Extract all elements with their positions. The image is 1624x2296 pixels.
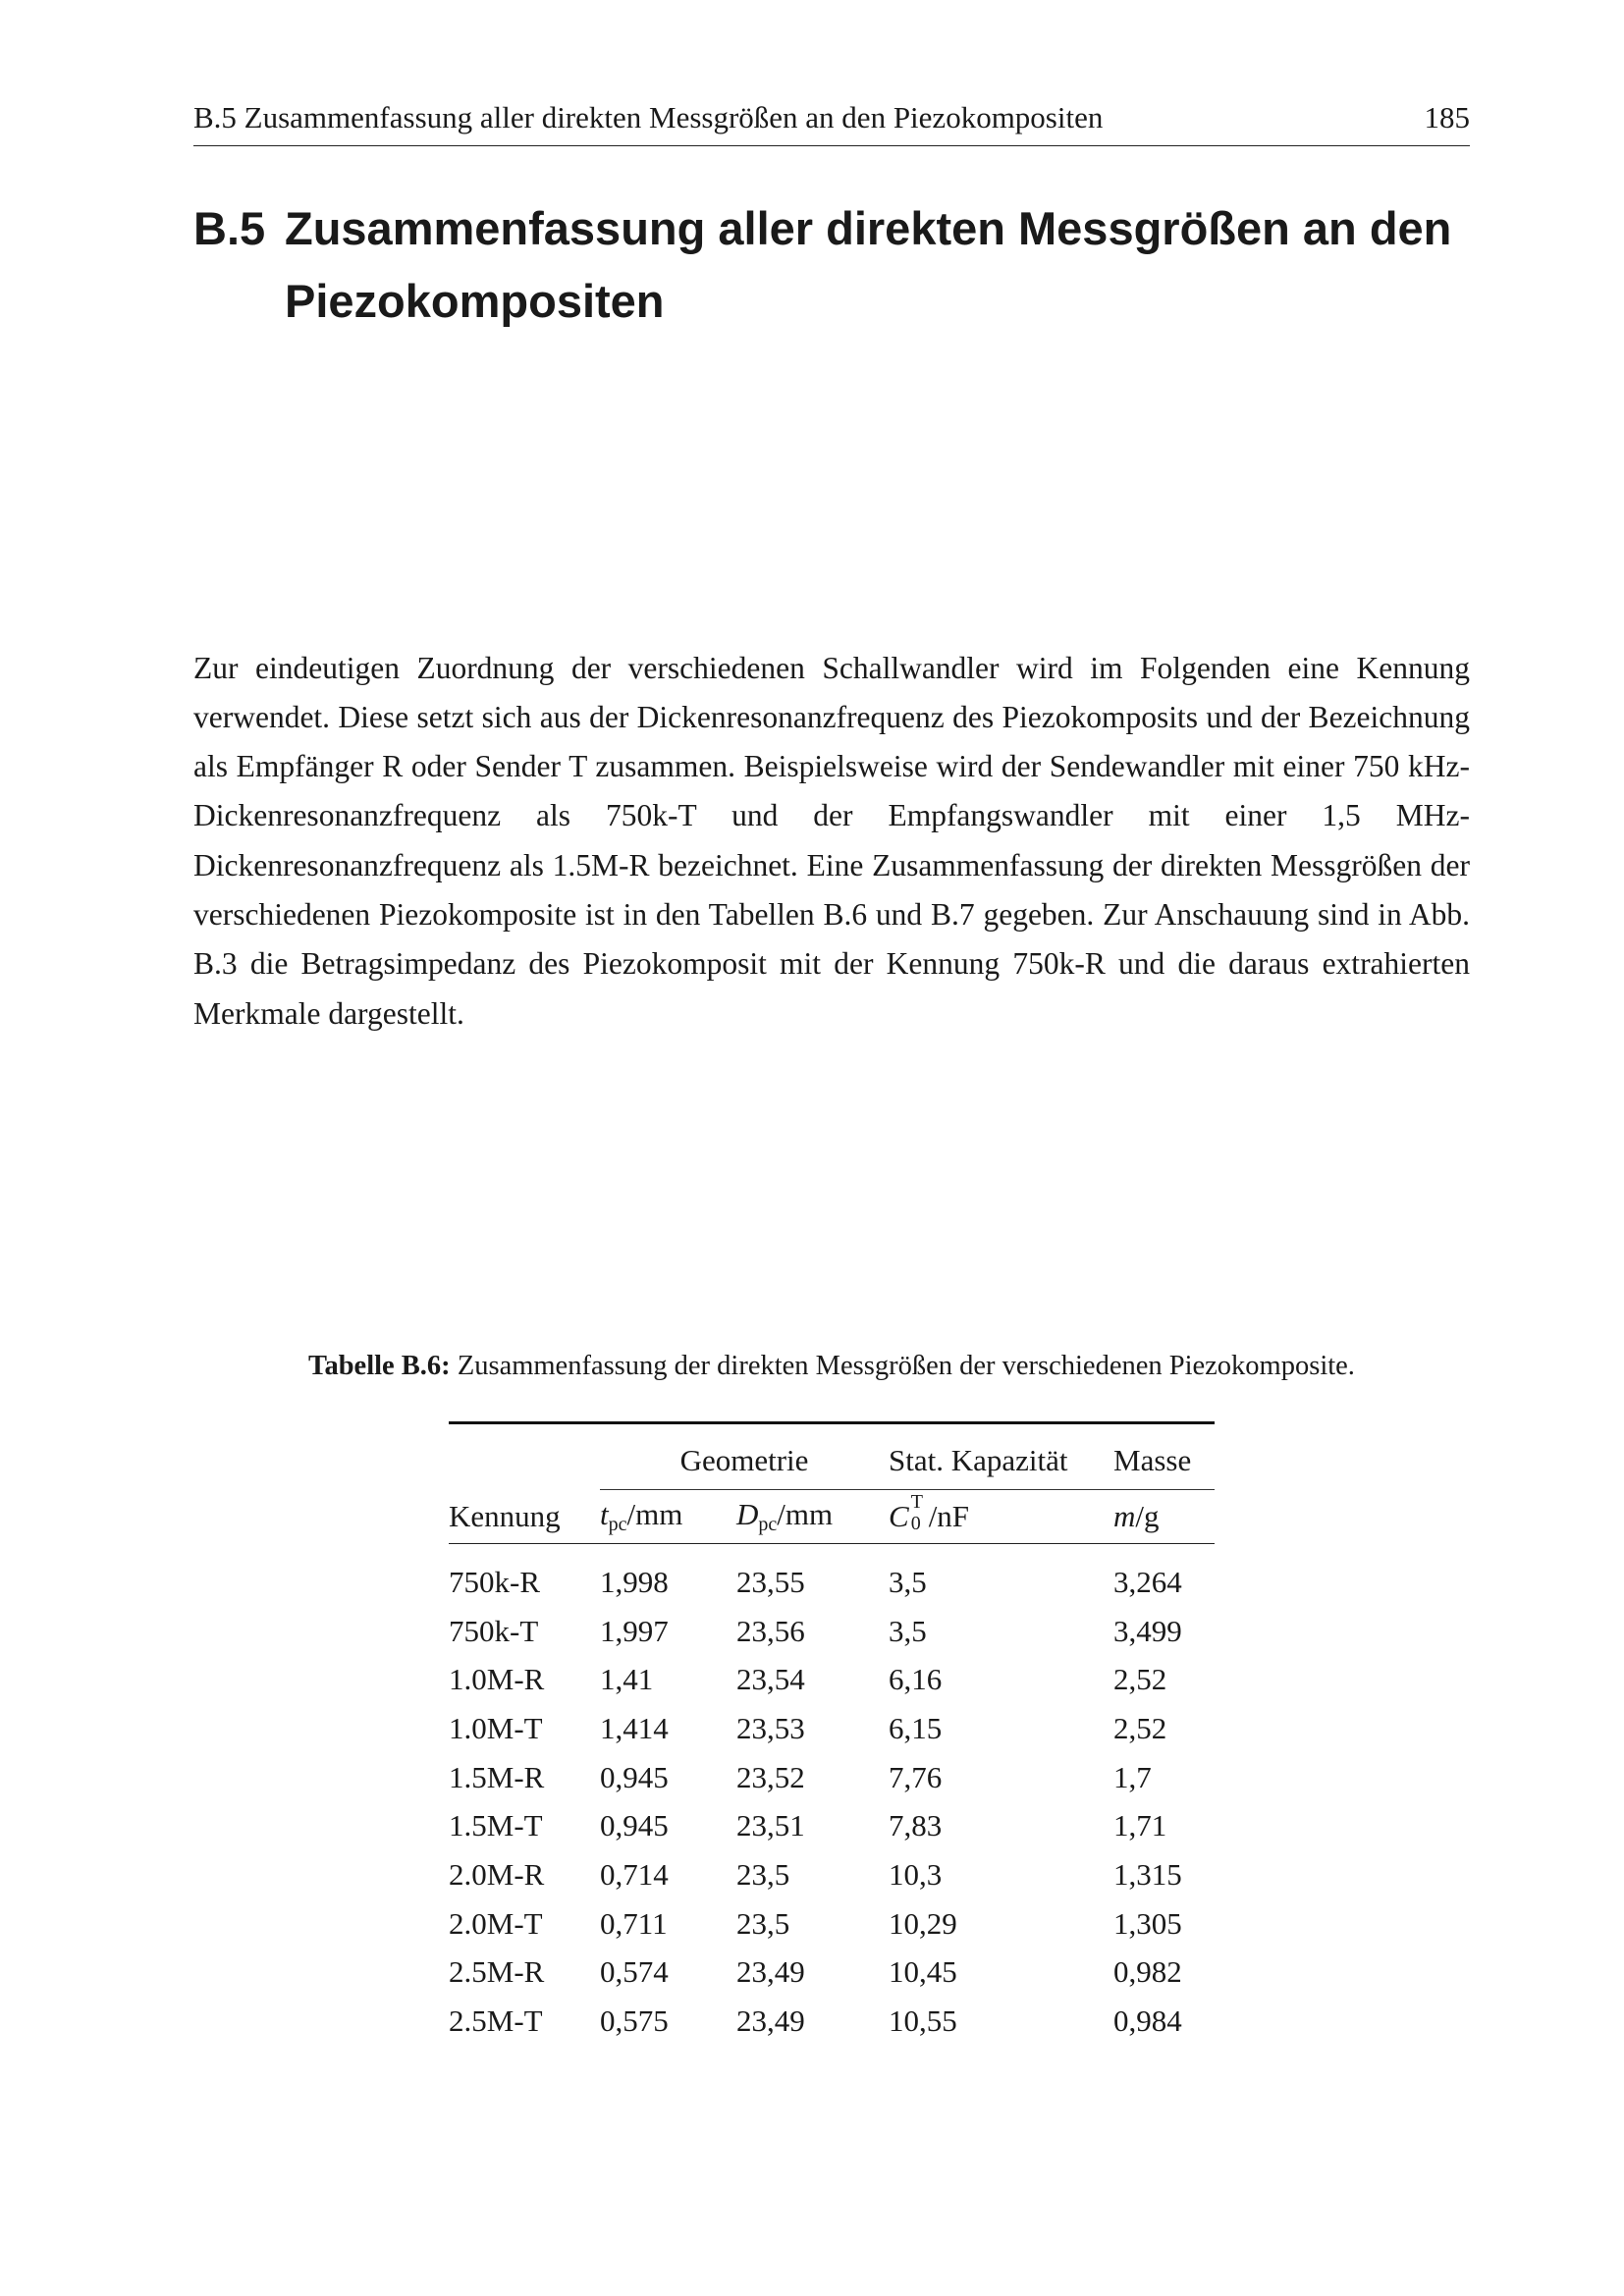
column-header-capacitance: C T 0 /nF xyxy=(889,1490,1113,1544)
cell-kennung: 750k-T xyxy=(449,1613,539,1648)
cell-capacitance: 6,15 xyxy=(889,1710,943,1745)
table-column-header-row xyxy=(449,1490,1215,1544)
cell-kennung: 2.0M-R xyxy=(449,1856,545,1892)
cell-kennung: 2.5M-R xyxy=(449,1954,545,1990)
cell-thickness: 1,997 xyxy=(600,1613,669,1648)
group-header-masse: Masse xyxy=(1113,1424,1215,1490)
cell-capacitance: 6,16 xyxy=(889,1662,943,1697)
cell-diameter: 23,53 xyxy=(736,1710,805,1745)
cell-diameter: 23,56 xyxy=(736,1613,805,1648)
cell-capacitance: 10,45 xyxy=(889,1954,957,1990)
table-caption xyxy=(193,1347,1470,1386)
column-header-mass: m/g xyxy=(1113,1490,1215,1544)
cell-thickness: 0,575 xyxy=(600,2003,669,2039)
table-row xyxy=(449,1558,1215,1607)
cell-capacitance: 10,29 xyxy=(889,1905,957,1941)
section-title: Zusammenfassung aller direkten Messgrößen an den Piezokompositen xyxy=(285,202,1452,327)
cell-mass: 1,7 xyxy=(1113,1759,1152,1794)
cell-mass: 2,52 xyxy=(1113,1710,1167,1745)
cell-thickness: 0,945 xyxy=(600,1759,669,1794)
cell-thickness: 0,574 xyxy=(600,1954,669,1990)
cell-mass: 0,982 xyxy=(1113,1954,1182,1990)
cell-diameter: 23,49 xyxy=(736,2003,805,2039)
cell-kennung: 1.0M-T xyxy=(449,1710,543,1745)
group-header-kapazitaet: Stat. Kapazität xyxy=(889,1424,1113,1490)
cell-capacitance: 7,76 xyxy=(889,1759,943,1794)
cell-thickness: 1,998 xyxy=(600,1564,669,1599)
table-row xyxy=(449,1753,1215,1802)
section-number: B.5 xyxy=(193,202,266,254)
cell-diameter: 23,49 xyxy=(736,1954,805,1990)
cell-mass: 3,499 xyxy=(1113,1613,1182,1648)
cell-mass: 0,984 xyxy=(1113,2003,1182,2039)
cell-kennung: 1.5M-R xyxy=(449,1759,545,1794)
cell-capacitance: 3,5 xyxy=(889,1613,927,1648)
cell-diameter: 23,55 xyxy=(736,1564,805,1599)
cell-capacitance: 10,55 xyxy=(889,2003,957,2039)
cell-mass: 1,71 xyxy=(1113,1808,1167,1843)
cell-kennung: 750k-R xyxy=(449,1564,540,1599)
table-row xyxy=(449,1997,1215,2046)
cell-mass: 2,52 xyxy=(1113,1662,1167,1697)
table-row xyxy=(449,1704,1215,1753)
group-header-geometrie: Geometrie xyxy=(600,1424,889,1490)
cell-thickness: 0,711 xyxy=(600,1905,668,1941)
cell-diameter: 23,54 xyxy=(736,1662,805,1697)
table-row xyxy=(449,1607,1215,1656)
table-group-header-row xyxy=(449,1424,1215,1490)
cell-mass: 1,305 xyxy=(1113,1905,1182,1941)
table-row xyxy=(449,1801,1215,1850)
cell-diameter: 23,5 xyxy=(736,1856,790,1892)
table-row xyxy=(449,1949,1215,1998)
column-header-kennung: Kennung xyxy=(449,1490,600,1544)
column-header-diameter: $D_{pc}/mm$ xyxy=(736,1490,889,1544)
page-number: 185 xyxy=(1424,100,1470,134)
cell-thickness: 1,41 xyxy=(600,1662,654,1697)
running-header-title: B.5 Zusammenfassung aller direkten Messgrößen an den Piezokompositen xyxy=(193,100,1104,134)
cell-kennung: 1.0M-R xyxy=(449,1662,545,1697)
cell-kennung: 2.0M-T xyxy=(449,1905,543,1941)
table-row xyxy=(449,1655,1215,1704)
cell-diameter: 23,5 xyxy=(736,1905,790,1941)
table-caption-text: Zusammenfassung der direkten Messgrößen der verschiedenen Piezokomposite. xyxy=(457,1351,1355,1381)
table-row xyxy=(449,1899,1215,1949)
intro-paragraph: Zur eindeutigen Zuordnung der verschiedenen Schallwandler wird im Folgenden eine Kennung verwendet. Diese setzt sich aus der Dickenresonanzfrequenz des Piezokomposits und der Bezeichnung als Empfänger R oder Sender T zusammen. Beispielsweise wird der Sendewandler mit einer 750 kHz-Dickenresonanzfrequenz als 750k-T und der Empfangswandler mit einer 1,5 MHz-Dickenresonanzfrequenz als 1.5M-R bezeichnet. Eine Zusammenfassung der direkten Messgrößen der verschiedenen Piezokomposite ist in den Tabellen B.6 und B.7 gegeben. Zur Anschauung sind in Abb. B.3 die Betragsimpedanz des Piezokomposit mit der Kennung 750k-R und die daraus extrahierten Merkmale dargestellt. xyxy=(193,650,1470,1031)
cell-mass: 1,315 xyxy=(1113,1856,1182,1892)
running-header xyxy=(193,98,1470,146)
measurement-table xyxy=(449,1421,1215,2046)
cell-mass: 3,264 xyxy=(1113,1564,1182,1599)
cell-kennung: 1.5M-T xyxy=(449,1808,543,1843)
cell-diameter: 23,52 xyxy=(736,1759,805,1794)
cell-diameter: 23,51 xyxy=(736,1808,805,1843)
cell-thickness: 0,714 xyxy=(600,1856,669,1892)
table-caption-label: Tabelle B.6: xyxy=(308,1351,451,1381)
cell-kennung: 2.5M-T xyxy=(449,2003,543,2039)
cell-thickness: 0,945 xyxy=(600,1808,669,1843)
table-row xyxy=(449,1850,1215,1899)
cell-capacitance: 10,3 xyxy=(889,1856,943,1892)
cell-capacitance: 3,5 xyxy=(889,1564,927,1599)
cell-thickness: 1,414 xyxy=(600,1710,669,1745)
column-header-thickness: $t_{pc}/mm$ xyxy=(600,1490,736,1544)
cell-capacitance: 7,83 xyxy=(889,1808,943,1843)
